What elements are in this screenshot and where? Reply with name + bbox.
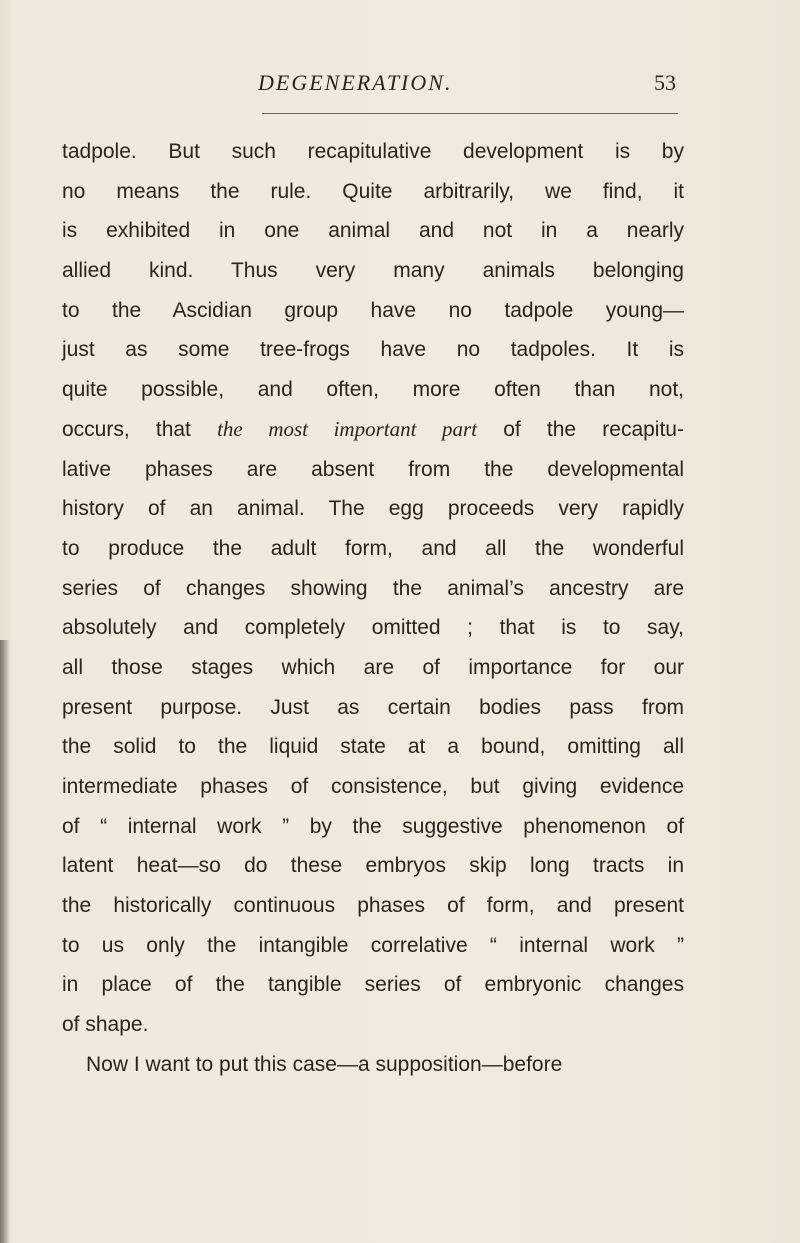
text-line: the historically continuous phases of form, and present: [62, 894, 684, 918]
text-line: quite possible, and often, more often than not,: [62, 378, 684, 402]
text-line: to produce the adult form, and all the wonderful: [62, 536, 684, 560]
text-line: series of changes showing the animal’s ancestry are: [62, 576, 684, 600]
text-line: no means the rule. Quite arbitrarily, we find, it: [62, 179, 684, 203]
text-line: present purpose. Just as certain bodies pass from: [62, 695, 684, 719]
binding-shadow: [0, 640, 10, 1243]
text-line: just as some tree-frogs have no tadpoles. It is: [62, 338, 684, 362]
page-header: [258, 70, 676, 106]
text-line: history of an animal. The egg proceeds very rapidly: [62, 497, 684, 521]
text-line: to us only the intangible correlative “ internal work ”: [62, 933, 684, 957]
page-number: 53: [654, 70, 676, 95]
body-text: [62, 132, 684, 1085]
running-head: DEGENERATION.: [258, 70, 453, 95]
text-line: absolutely and completely omitted ; that is to say,: [62, 616, 684, 640]
text-line: lative phases are absent from the developmental: [62, 457, 684, 481]
text-line: of shape.: [62, 1013, 149, 1037]
text-line: allied kind. Thus very many animals belonging: [62, 259, 684, 283]
text-line: the solid to the liquid state at a bound, omitting all: [62, 735, 684, 759]
text-line: of “ internal work ” by the suggestive phenomenon of: [62, 814, 684, 838]
italic-phrase: the most important part: [217, 416, 478, 441]
text-line: latent heat—so do these embryos skip long tracts in: [62, 854, 684, 878]
text-line: [62, 410, 684, 450]
text-line: tadpole. But such recapitulative development is by: [62, 140, 684, 163]
text-line: all those stages which are of importance for our: [62, 655, 684, 679]
text-line: is exhibited in one animal and not in a nearly: [62, 219, 684, 243]
text-fragment: occurs, that: [62, 417, 191, 441]
header-rule: [262, 113, 678, 114]
text-fragment: of the recapitu-: [503, 417, 684, 441]
text-line: intermediate phases of consistence, but giving evidence: [62, 775, 684, 798]
text-line: Now I want to put this case—a supposition—before: [86, 1052, 563, 1076]
text-line: in place of the tangible series of embryonic changes: [62, 973, 684, 997]
text-line: to the Ascidian group have no tadpole young—: [62, 298, 684, 322]
